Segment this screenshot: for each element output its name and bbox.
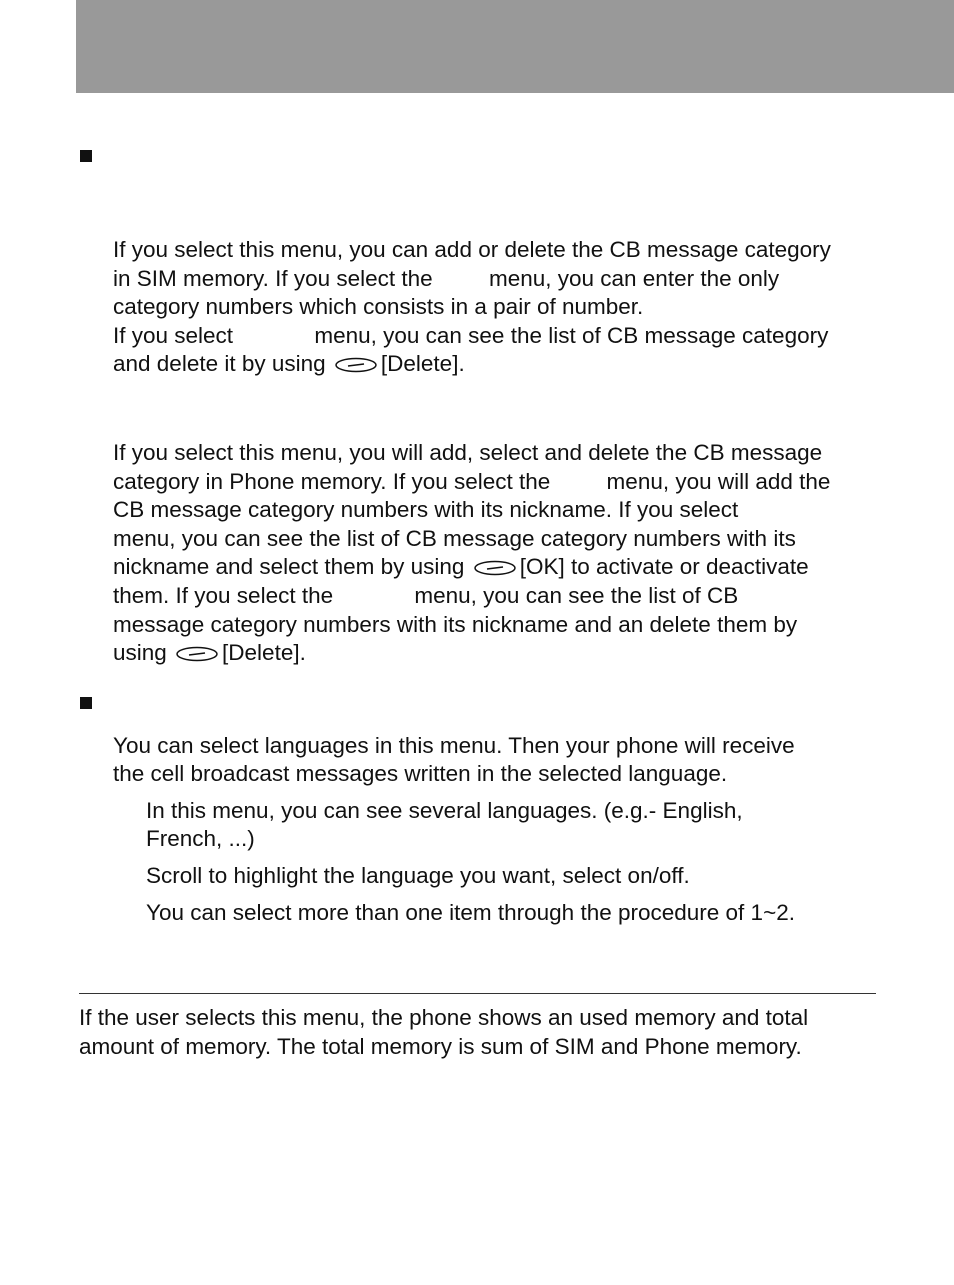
soft-key-icon (334, 356, 378, 374)
phone-memory-line-4: menu, you can see the list of CB message category numbers with its (113, 526, 796, 551)
language-step-2: Scroll to highlight the language you want, select on/off. (146, 863, 690, 888)
language-step-1: In this menu, you can see several languages. (e.g.- English, (146, 798, 743, 823)
sim-memory-delete-text: and delete it by using (113, 351, 332, 376)
ok-key-label: [OK] to activate or deactivate (519, 554, 809, 579)
sim-memory-line-3: category numbers which consists in a pair of number. (113, 294, 644, 319)
sim-memory-line-2: in SIM memory. If you select the menu, you can enter the only (113, 266, 780, 291)
phone-memory-line-6: them. If you select the menu, you can see the list of CB (113, 583, 739, 608)
delete-key-label: [Delete]. (222, 640, 306, 665)
sim-memory-line-5 (113, 353, 465, 376)
language-step-3: You can select more than one item through the procedure of 1~2. (146, 900, 795, 925)
phone-memory-line-8 (113, 642, 306, 665)
soft-key-icon (175, 645, 219, 663)
phone-memory-delete-text: using (113, 640, 174, 665)
square-bullet-icon (80, 697, 92, 709)
memory-status-line-2: amount of memory. The total memory is sum of SIM and Phone memory. (79, 1034, 802, 1059)
sim-memory-line-4: If you select menu, you can see the list of CB message category (113, 323, 829, 348)
language-step-1-cont: French, ...) (146, 826, 255, 851)
phone-memory-line-5 (113, 556, 809, 579)
phone-memory-ok-text: nickname and select them by using (113, 554, 471, 579)
memory-status-line-1: If the user selects this menu, the phone shows an used memory and total (79, 1005, 809, 1030)
phone-memory-line-3: CB message category numbers with its nickname. If you select (113, 497, 739, 522)
soft-key-icon (473, 559, 517, 577)
section-divider (79, 993, 876, 994)
phone-memory-line-1: If you select this menu, you will add, select and delete the CB message (113, 440, 823, 465)
square-bullet-icon (80, 150, 92, 162)
sim-memory-line-1: If you select this menu, you can add or delete the CB message category (113, 237, 831, 262)
language-line-1: You can select languages in this menu. Then your phone will receive (113, 733, 795, 758)
phone-memory-line-7: message category numbers with its nickname and an delete them by (113, 612, 798, 637)
header-bar (76, 0, 954, 93)
language-line-2: the cell broadcast messages written in the selected language. (113, 761, 728, 786)
delete-key-label: [Delete]. (380, 351, 465, 376)
phone-memory-line-2: category in Phone memory. If you select the menu, you will add the (113, 469, 831, 494)
